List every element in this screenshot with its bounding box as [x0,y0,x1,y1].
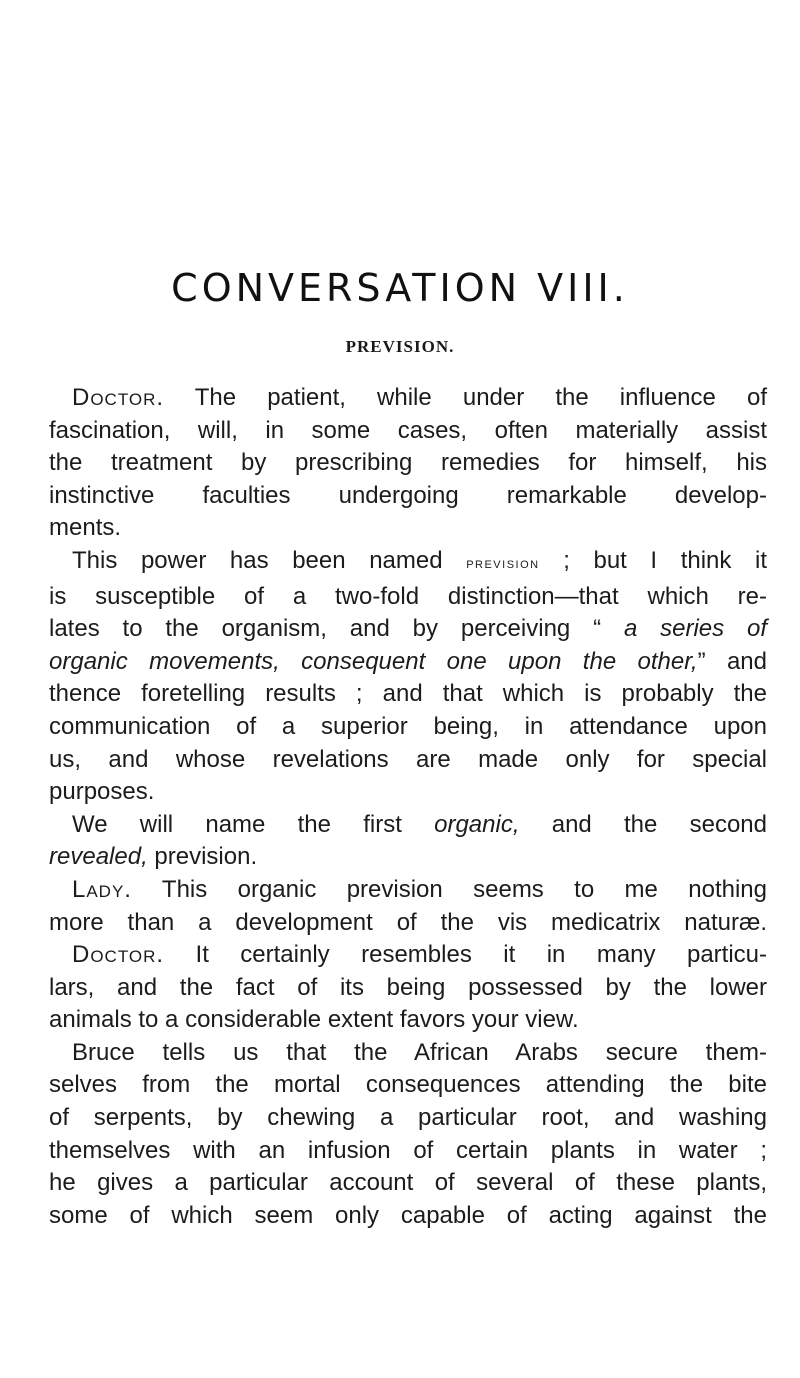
chapter-title: CONVERSATION VIII. [171,266,629,310]
body-text [49,382,767,1232]
line-text: ” and [697,647,767,675]
text-line [49,874,767,907]
line-text: and the second [519,810,767,838]
text-line: the treatment by prescribing remedies for himself, his [49,449,767,477]
text-line: more than a development of the vis medicatrix naturæ. [49,908,767,936]
text-line [49,809,767,842]
text-line: purposes. [49,778,155,806]
line-text: prevision. [147,843,258,871]
text-line: ments. [49,514,122,542]
line-text: ; but I think it [539,546,768,574]
text-line: of serpents, by chewing a particular root, and washing [49,1104,767,1132]
text-line: us, and whose revelations are made only for special [49,745,767,773]
text-line: animals to a considerable extent favors your view. [49,1006,579,1034]
text-line: selves from the mortal consequences attending the bite [49,1071,767,1099]
text-line [49,646,767,679]
speaker-label: Doctor. [72,384,165,411]
text-line [49,382,767,415]
text-line: themselves with an infusion of certain plants in water ; [49,1136,767,1164]
text-line: is susceptible of a two-fold distinction—that which re- [49,582,767,610]
line-text: The patient, while under the influence of [164,384,767,411]
italic-text: organic movements, consequent one upon the other, [49,647,698,675]
chapter-subtitle: PREVISION. [345,337,455,356]
text-line: thence foretelling results ; and that which is probably the [49,680,767,708]
text-line: some of which seem only capable of acting against the [49,1201,767,1229]
term-prevision: prevision [466,554,540,572]
text-line: Bruce tells us that the African Arabs secure them- [72,1038,767,1066]
text-line: he gives a particular account of several of these plants, [49,1169,767,1197]
text-line: instinctive faculties undergoing remarkable develop- [49,481,767,509]
text-line [49,939,767,972]
text-line [49,613,767,646]
text-line: fascination, will, in some cases, often materially assist [49,416,767,444]
speaker-label: Doctor. [72,941,165,969]
italic-text: revealed, [49,843,148,871]
speaker-label: Lady. [72,875,132,903]
text-line: communication of a superior being, in attendance upon [49,712,767,740]
italic-text: organic, [434,810,520,838]
line-text: It certainly resembles it in many particu- [164,941,767,969]
text-line [49,841,767,874]
line-text: This organic prevision seems to me nothing [131,875,767,903]
line-text: We will name the first [72,810,435,838]
text-line [49,545,767,581]
italic-text: a series of [601,615,768,643]
line-text: lates to the organism, and by perceiving “ [49,615,602,643]
text-line: lars, and the fact of its being possessed by the lower [49,973,767,1001]
line-text: This power has been named [72,546,467,574]
